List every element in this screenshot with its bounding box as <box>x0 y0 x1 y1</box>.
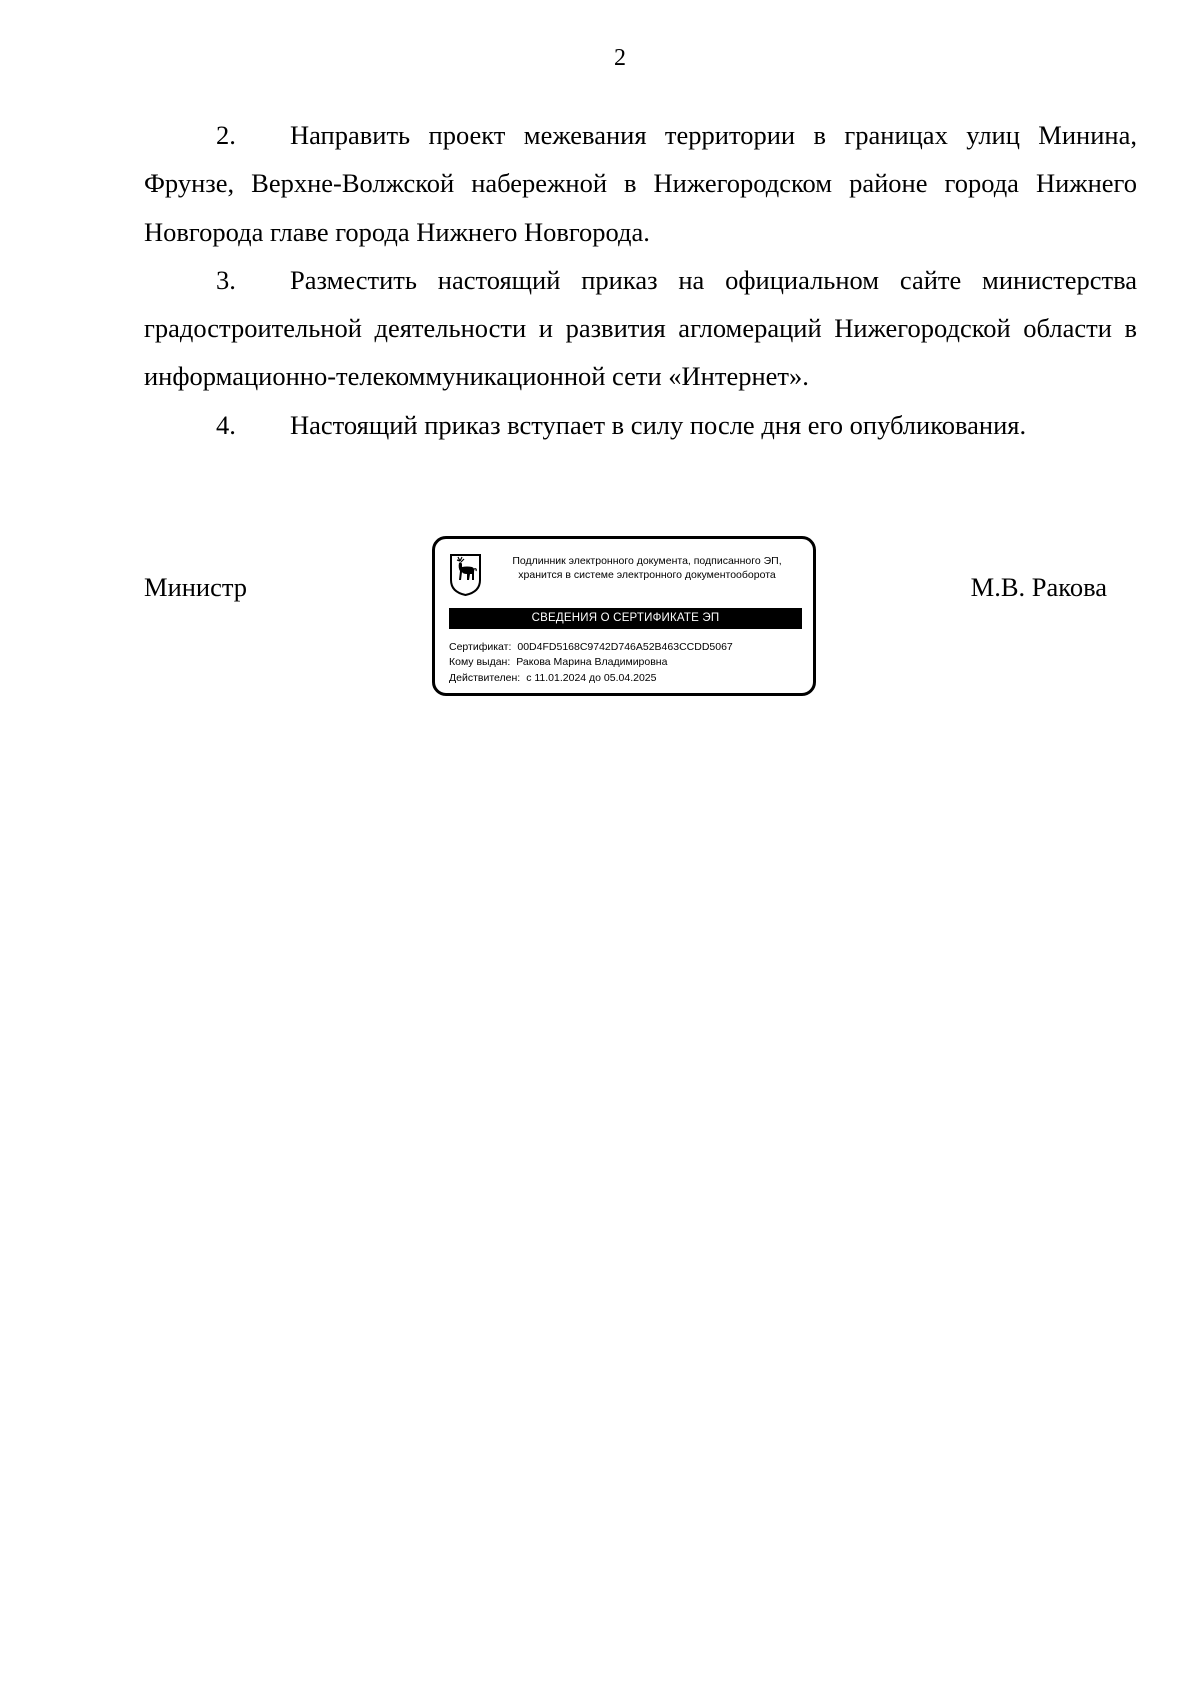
paragraph-3 <box>144 256 1137 401</box>
paragraph-4 <box>144 401 1137 449</box>
nizhny-novgorod-deer-emblem-icon <box>448 552 483 597</box>
issued-to-value: Ракова Марина Владимировна <box>516 656 668 669</box>
issued-to-label: Кому выдан: <box>449 656 511 669</box>
validity-label: Действителен: <box>449 671 521 684</box>
paragraph-number: 2. <box>216 120 236 150</box>
stamp-header-line: хранится в системе электронного документооборота <box>518 569 776 581</box>
validity-value: с 11.01.2024 до 05.04.2025 <box>526 671 657 684</box>
certificate-label: Сертификат: <box>449 641 512 653</box>
certificate-value: 00D4FD5168C9742D746A52B463CCDD5067 <box>517 641 733 653</box>
certificate-details <box>449 640 733 686</box>
paragraph-text: Настоящий приказ вступает в силу после дня его опубликования. <box>290 409 1027 440</box>
stamp-header <box>487 554 807 582</box>
stamp-header-line: Подлинник электронного документа, подписанного ЭП, <box>512 555 782 567</box>
paragraph-number: 4. <box>216 409 236 440</box>
signatory-name: М.В. Ракова <box>970 572 1107 602</box>
signatory-role: Министр <box>144 572 248 602</box>
certificate-row <box>449 640 733 655</box>
paragraph-2 <box>144 111 1137 256</box>
electronic-signature-stamp <box>432 536 816 696</box>
certificate-info-banner: СВЕДЕНИЯ О СЕРТИФИКАТЕ ЭП <box>449 608 802 629</box>
paragraph-text: Разместить настоящий приказ на официальном сайте министерства градостроительной деятельности и развития агломераций Нижегородской области в информационно-телекоммуникационной сети «Интернет». <box>144 264 1137 392</box>
validity-row <box>449 671 733 686</box>
paragraph-text: Направить проект межевания территории в границах улиц Минина, Фрунзе, Верхне-Волжской набережной в Нижегородском районе города Нижнего Новгорода главе города Нижнего Новгорода. <box>144 120 1137 247</box>
paragraph-number: 3. <box>216 264 236 295</box>
issued-to-row <box>449 655 733 670</box>
page-number: 2 <box>614 45 626 71</box>
document-body <box>144 111 1137 449</box>
